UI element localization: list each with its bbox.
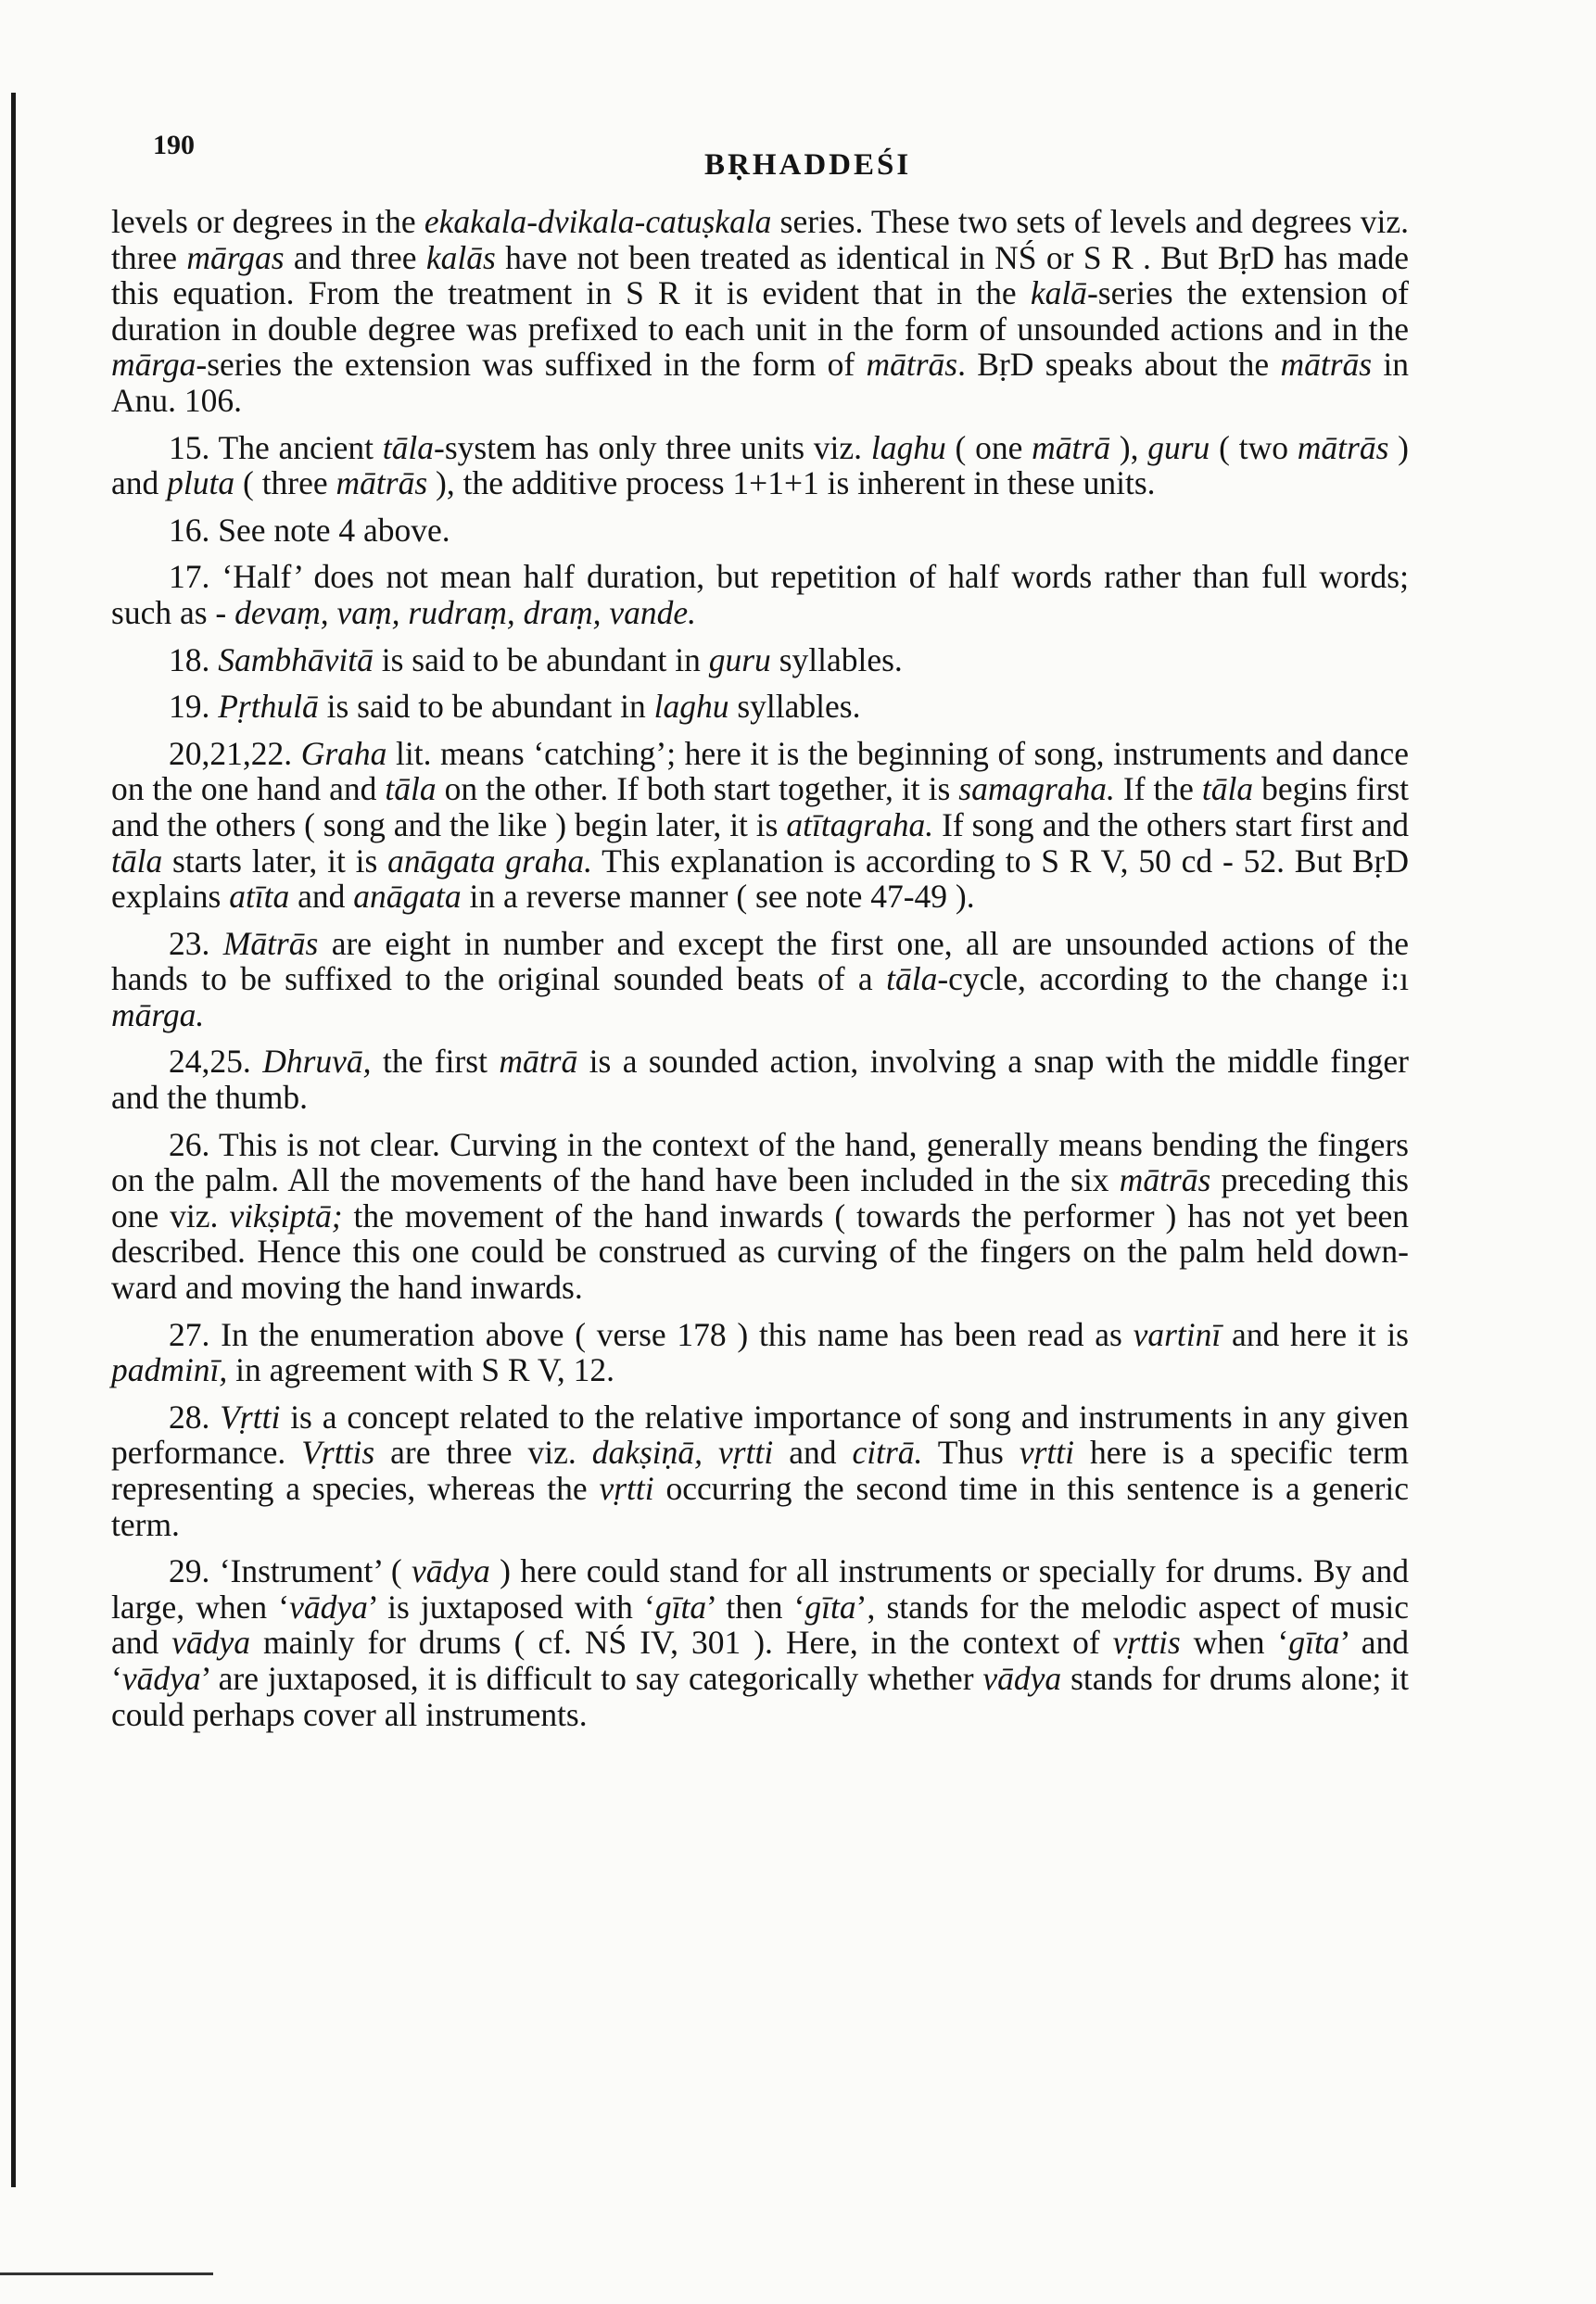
note-24-25: 24,25. Dhruvā, the first mātrā is a sounded action, involving a snap with the middle finger and the thumb.: [111, 1043, 1410, 1117]
bottom-rule: [0, 2272, 213, 2275]
note-17: 17. ‘Half’ does not mean half duration, but repetition of half words rather than full words; such as - devaṃ, vaṃ, rudraṃ, draṃ, vande.: [111, 558, 1409, 631]
note-19: 19. Pṛthulā is said to be abundant in laghu syllables.: [169, 688, 861, 726]
page-number: 190: [153, 130, 195, 160]
note-28: 28. Vṛtti is a concept related to the relative importance of song and instruments in any given performance. Vṛttis are three viz. dakṣiṇā, vṛtti and citrā. Thus vṛtti here is a specific term representing a species, whereas the vṛtti occurring the second time in this sentence is a generic term.: [111, 1398, 1410, 1543]
note-16: 16. See note 4 above.: [169, 511, 450, 549]
note-26: 26. This is not clear. Curving in the context of the hand, generally means bending the fingers on the palm. All the movements of the hand have been included in the six mātrās preceding this one viz. vikṣiptā; the movement of the hand inwards ( towards the performer ) has not yet been described. Hence this one could be construed as curving of the fingers on the palm held down-ward and moving the hand inwards.: [111, 1125, 1409, 1307]
running-head: BṚHADDEŚI: [704, 148, 912, 182]
note-27: 27. In the enumeration above ( verse 178 ) this name has been read as vartinī and here it is padminī, in agreement with S R V, 12.: [111, 1315, 1409, 1389]
note-15: 15. The ancient tāla-system has only three units viz. laghu ( one mātrā ), guru ( two mātrās ) and pluta ( three mātrās ), the additive process 1+1+1 is inherent in these units.: [111, 428, 1409, 502]
note-23: 23. Mātrās are eight in number and except the first one, all are unsounded actions of the hands to be suffixed to the original sounded beats of a tāla-cycle, according to the change i:ı mārga.: [111, 924, 1409, 1033]
note-18: 18. Sambhāvitā is said to be abundant in guru syllables.: [169, 640, 903, 678]
margin-rule: [11, 93, 16, 2187]
paragraph-continuation: levels or degrees in the ekakala-dvikala-catuṣkala series. These two sets of levels and degrees viz. three mārgas and three kalās have not been treated as identical in NŚ or S R . But BṛD has made this equation. From the treatment in S R it is evident that in the kalā-series the extension of duration in double degree was prefixed to each unit in the form of unsounded actions and in the mārga-series the extension was suffixed in the form of mātrās. BṛD speaks about the mātrās in Anu. 106.: [111, 203, 1410, 419]
note-20-21-22: 20,21,22. Graha lit. means ‘catching’; here it is the beginning of song, instruments and dance on the one hand and tāla on the other. If both start together, it is samagraha. If the tāla begins first and the others ( song and the like ) begin later, it is atītagraha. If song and the others start first and tāla starts later, it is anāgata graha. This explanation is according to S R V, 50 cd - 52. But BṛD explains atīta and anāgata in a reverse manner ( see note 47-49 ).: [111, 734, 1410, 916]
note-29: 29. ‘Instrument’ ( vādya ) here could stand for all instruments or specially for drums. By and large, when ‘vādya’ is juxtaposed with ‘gīta’ then ‘gīta’, stands for the melodic aspect of music and vādya mainly for drums ( cf. NŚ IV, 301 ). Here, in the context of vṛttis when ‘gīta’ and ‘vādya’ are juxtaposed, it is difficult to say categorically whether vādya stands for drums alone; it could perhaps cover all instruments.: [111, 1552, 1409, 1733]
page-body: [111, 204, 1409, 1736]
